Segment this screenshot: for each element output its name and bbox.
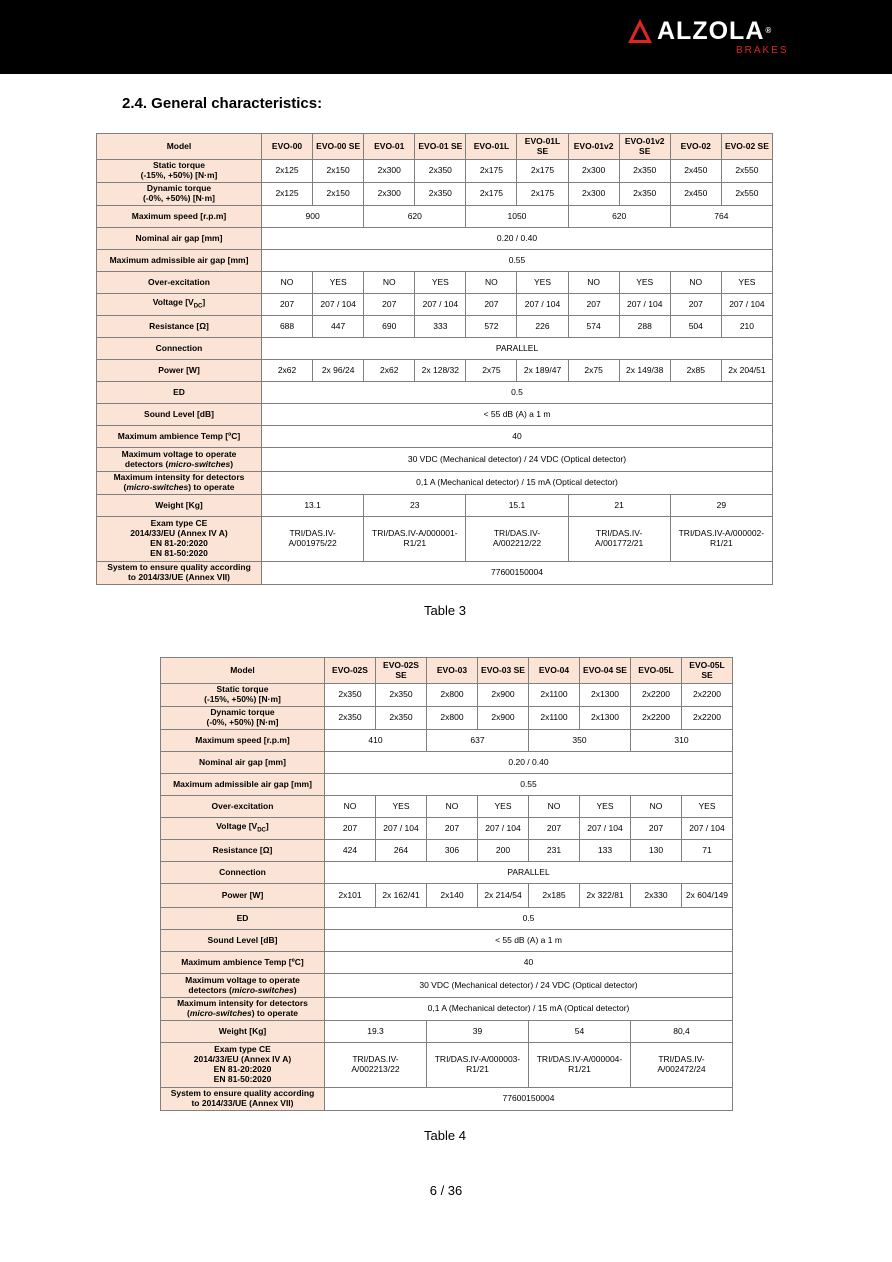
table-cell: 2x140 (427, 884, 478, 908)
table-cell: 264 (376, 840, 427, 862)
table-cell: NO (262, 272, 313, 294)
table-row (161, 998, 733, 1021)
table-cell: 2x450 (670, 160, 721, 183)
row-label: Maximum speed [r.p.m] (97, 206, 262, 228)
table-cell: 2x 214/54 (478, 884, 529, 908)
table-cell: 54 (529, 1021, 631, 1043)
table-cell: YES (619, 272, 670, 294)
model-header: EVO-04 SE (580, 658, 631, 684)
table-cell: 2x350 (619, 160, 670, 183)
model-header: EVO-02S (325, 658, 376, 684)
table-cell: 2x 322/81 (580, 884, 631, 908)
table-cell: 2x800 (427, 684, 478, 707)
row-label: Maximum intensity for detectors (micro-switches) to operate (97, 472, 262, 495)
table-cell: 306 (427, 840, 478, 862)
table-row (161, 840, 733, 862)
table-cell: 0,1 A (Mechanical detector) / 15 mA (Optical detector) (325, 998, 733, 1021)
table-cell: 2x2200 (631, 707, 682, 730)
table-cell: 2x800 (427, 707, 478, 730)
row-label: Sound Level [dB] (161, 930, 325, 952)
table-cell: 2x300 (364, 183, 415, 206)
model-header: EVO-05L (631, 658, 682, 684)
table-cell: 2x175 (466, 160, 517, 183)
model-header: EVO-04 (529, 658, 580, 684)
table-row (97, 517, 773, 562)
table-cell: TRI/DAS.IV- A/002212/22 (466, 517, 568, 562)
table-cell: 2x300 (568, 160, 619, 183)
table-row (161, 730, 733, 752)
table-cell: 15.1 (466, 495, 568, 517)
table-cell: YES (376, 796, 427, 818)
row-label: Maximum ambience Temp [ºC] (161, 952, 325, 974)
table-cell: 19.3 (325, 1021, 427, 1043)
row-label: Maximum speed [r.p.m] (161, 730, 325, 752)
row-label: Resistance [Ω] (97, 316, 262, 338)
row-label: Connection (97, 338, 262, 360)
row-label: System to ensure quality according to 2014/33/UE (Annex VII) (97, 562, 262, 585)
table-cell: NO (631, 796, 682, 818)
row-label: Power [W] (97, 360, 262, 382)
table-row (97, 495, 773, 517)
row-label: Static torque (-15%, +50%) [N·m] (161, 684, 325, 707)
page-number: 6 / 36 (429, 1183, 463, 1198)
table-cell: 2x350 (325, 707, 376, 730)
table-cell: 350 (529, 730, 631, 752)
table-row (97, 294, 773, 316)
row-label: Maximum admissible air gap [mm] (161, 774, 325, 796)
table-row (161, 796, 733, 818)
table-row (161, 862, 733, 884)
row-label: Resistance [Ω] (161, 840, 325, 862)
table-cell: 572 (466, 316, 517, 338)
table-cell: 207 / 104 (517, 294, 568, 316)
model-header: EVO-01v2 SE (619, 134, 670, 160)
table-cell: 40 (325, 952, 733, 974)
model-header: EVO-00 (262, 134, 313, 160)
table-cell: 207 (631, 818, 682, 840)
table-cell: TRI/DAS.IV-A/000002- R1/21 (670, 517, 772, 562)
table-cell: 2x175 (517, 160, 568, 183)
table-row (97, 338, 773, 360)
table-row (97, 448, 773, 472)
table-cell: 2x350 (415, 183, 466, 206)
row-label: Nominal air gap [mm] (97, 228, 262, 250)
table-cell: 2x350 (415, 160, 466, 183)
table-cell: 2x175 (517, 183, 568, 206)
table-cell: 2x900 (478, 707, 529, 730)
table-cell: NO (427, 796, 478, 818)
table-cell: 2x125 (262, 183, 313, 206)
table-cell: 207 (466, 294, 517, 316)
table-caption: Table 3 (424, 603, 466, 618)
table-cell: 690 (364, 316, 415, 338)
table-cell: 2x300 (568, 183, 619, 206)
row-header: Model (97, 134, 262, 160)
row-label: ED (97, 382, 262, 404)
table-cell: 2x62 (364, 360, 415, 382)
row-label: Maximum voltage to operate detectors (micro-switches) (161, 974, 325, 998)
table-row (161, 930, 733, 952)
table-cell: TRI/DAS.IV- A/001975/22 (262, 517, 364, 562)
model-header: EVO-01v2 (568, 134, 619, 160)
table-cell: < 55 dB (A) a 1 m (262, 404, 773, 426)
table-cell: 207 / 104 (682, 818, 733, 840)
model-header: EVO-02 SE (721, 134, 772, 160)
table-cell: 288 (619, 316, 670, 338)
table-row (161, 684, 733, 707)
table-cell: 2x1300 (580, 707, 631, 730)
table-cell: 410 (325, 730, 427, 752)
row-label: Nominal air gap [mm] (161, 752, 325, 774)
row-label: Exam type CE 2014/33/EU (Annex IV A) EN 81-20:2020 EN 81-50:2020 (97, 517, 262, 562)
table-cell: 2x150 (313, 160, 364, 183)
table-cell: TRI/DAS.IV- A/002472/24 (631, 1043, 733, 1088)
table-cell: 207 (529, 818, 580, 840)
model-header: EVO-03 SE (478, 658, 529, 684)
model-header: EVO-01L SE (517, 134, 568, 160)
row-label: Dynamic torque (-0%, +50%) [N·m] (97, 183, 262, 206)
table-row (161, 1043, 733, 1088)
table-cell: 2x 604/149 (682, 884, 733, 908)
table-cell: 0.5 (325, 908, 733, 930)
table-row (97, 426, 773, 448)
table-cell: 207 / 104 (313, 294, 364, 316)
characteristics-table-3 (96, 133, 773, 585)
row-label: Maximum admissible air gap [mm] (97, 250, 262, 272)
table-cell: 2x185 (529, 884, 580, 908)
table-cell: 2x550 (721, 160, 772, 183)
table-row (97, 360, 773, 382)
table-cell: 2x 204/51 (721, 360, 772, 382)
row-label: Weight [Kg] (97, 495, 262, 517)
table-cell: NO (325, 796, 376, 818)
brand-logo (627, 17, 789, 56)
table-cell: 424 (325, 840, 376, 862)
table-cell: 2x900 (478, 684, 529, 707)
table-cell: 620 (364, 206, 466, 228)
table-cell: 21 (568, 495, 670, 517)
table-cell: 71 (682, 840, 733, 862)
table-cell: TRI/DAS.IV-A/000001- R1/21 (364, 517, 466, 562)
table-cell: 207 / 104 (376, 818, 427, 840)
table-row (161, 1021, 733, 1043)
brand-subtitle: BRAKES (736, 45, 789, 56)
table-cell: 2x150 (313, 183, 364, 206)
row-label: Voltage $[V_{DC}]$ (161, 818, 325, 840)
characteristics-table-4 (160, 657, 733, 1111)
table-cell: YES (721, 272, 772, 294)
table-cell: 226 (517, 316, 568, 338)
table-cell: 447 (313, 316, 364, 338)
row-label: Sound Level [dB] (97, 404, 262, 426)
model-header: EVO-01 (364, 134, 415, 160)
table-cell: 207 / 104 (415, 294, 466, 316)
table-cell: 2x550 (721, 183, 772, 206)
table-cell: 2x 149/38 (619, 360, 670, 382)
table-cell: NO (568, 272, 619, 294)
row-label: Dynamic torque (-0%, +50%) [N·m] (161, 707, 325, 730)
table-cell: 77600150004 (325, 1088, 733, 1111)
table-row (97, 272, 773, 294)
table-cell: TRI/DAS.IV-A/000004- R1/21 (529, 1043, 631, 1088)
table-cell: 207 / 104 (478, 818, 529, 840)
table-row (97, 250, 773, 272)
row-label: Over-excitation (161, 796, 325, 818)
table-cell: NO (529, 796, 580, 818)
table-row (97, 562, 773, 585)
table-cell: 637 (427, 730, 529, 752)
table-cell: 2x85 (670, 360, 721, 382)
model-header: EVO-01 SE (415, 134, 466, 160)
table-cell: 0.20 / 0.40 (262, 228, 773, 250)
table-cell: 2x75 (466, 360, 517, 382)
table-cell: TRI/DAS.IV-A/000003- R1/21 (427, 1043, 529, 1088)
table-cell: 207 (325, 818, 376, 840)
table-row (161, 908, 733, 930)
brand-name: ALZOLA® (657, 17, 773, 45)
table-cell: YES (517, 272, 568, 294)
table-row (97, 183, 773, 206)
table-cell: 207 (364, 294, 415, 316)
table-cell: 0.5 (262, 382, 773, 404)
table-cell: 2x 128/32 (415, 360, 466, 382)
table-cell: TRI/DAS.IV- A/002213/22 (325, 1043, 427, 1088)
table-row (161, 1088, 733, 1111)
table-cell: 80,4 (631, 1021, 733, 1043)
table-cell: 207 (568, 294, 619, 316)
model-header: EVO-03 (427, 658, 478, 684)
table-cell: 2x350 (619, 183, 670, 206)
table-cell: 2x125 (262, 160, 313, 183)
table-cell: 40 (262, 426, 773, 448)
table-cell: 688 (262, 316, 313, 338)
table-cell: PARALLEL (262, 338, 773, 360)
table-row (161, 974, 733, 998)
table-cell: 207 (262, 294, 313, 316)
table-cell: 30 VDC (Mechanical detector) / 24 VDC (Optical detector) (325, 974, 733, 998)
model-header: EVO-05L SE (682, 658, 733, 684)
table-cell: 2x450 (670, 183, 721, 206)
table-row (161, 752, 733, 774)
table-cell: 231 (529, 840, 580, 862)
table-cell: NO (466, 272, 517, 294)
row-label: Weight [Kg] (161, 1021, 325, 1043)
table-cell: 2x350 (325, 684, 376, 707)
table-cell: 1050 (466, 206, 568, 228)
table-cell: 210 (721, 316, 772, 338)
table-cell: YES (580, 796, 631, 818)
section-title: 2.4. General characteristics: (122, 95, 323, 112)
table-cell: 200 (478, 840, 529, 862)
table-cell: 0.20 / 0.40 (325, 752, 733, 774)
table-cell: 2x2200 (682, 684, 733, 707)
table-row (161, 952, 733, 974)
row-label: ED (161, 908, 325, 930)
table-cell: 2x75 (568, 360, 619, 382)
row-label: Exam type CE 2014/33/EU (Annex IV A) EN 81-20:2020 EN 81-50:2020 (161, 1043, 325, 1088)
table-cell: 2x1300 (580, 684, 631, 707)
table-cell: 207 / 104 (721, 294, 772, 316)
table-cell: 2x300 (364, 160, 415, 183)
table-cell: 0.55 (325, 774, 733, 796)
table-cell: YES (682, 796, 733, 818)
row-header: Model (161, 658, 325, 684)
table-cell: 130 (631, 840, 682, 862)
table-cell: 0.55 (262, 250, 773, 272)
table-cell: 2x101 (325, 884, 376, 908)
table-row (161, 707, 733, 730)
table-cell: 30 VDC (Mechanical detector) / 24 VDC (Optical detector) (262, 448, 773, 472)
table-cell: 23 (364, 495, 466, 517)
table-row (161, 658, 733, 684)
row-label: Voltage $[V_{DC}]$ (97, 294, 262, 316)
table-cell: 2x350 (376, 707, 427, 730)
table-cell: 2x62 (262, 360, 313, 382)
table-row (97, 316, 773, 338)
table-cell: 2x 96/24 (313, 360, 364, 382)
table-cell: 133 (580, 840, 631, 862)
table-row (161, 774, 733, 796)
table-cell: 207 (427, 818, 478, 840)
table-cell: 2x1100 (529, 707, 580, 730)
table-cell: 2x1100 (529, 684, 580, 707)
table-cell: 504 (670, 316, 721, 338)
table-cell: 2x350 (376, 684, 427, 707)
table-cell: < 55 dB (A) a 1 m (325, 930, 733, 952)
table-cell: 620 (568, 206, 670, 228)
table-cell: YES (478, 796, 529, 818)
table-cell: 207 / 104 (619, 294, 670, 316)
row-label: Static torque (-15%, +50%) [N·m] (97, 160, 262, 183)
page-header (0, 0, 892, 74)
table-cell: 764 (670, 206, 772, 228)
table-cell: 2x2200 (682, 707, 733, 730)
table-caption: Table 4 (424, 1128, 466, 1143)
row-label: Connection (161, 862, 325, 884)
model-header: EVO-01L (466, 134, 517, 160)
table-row (97, 228, 773, 250)
alzola-triangle-icon (627, 18, 653, 44)
row-label: Maximum ambience Temp [ºC] (97, 426, 262, 448)
table-cell: 2x 162/41 (376, 884, 427, 908)
table-cell: 29 (670, 495, 772, 517)
table-cell: 0,1 A (Mechanical detector) / 15 mA (Optical detector) (262, 472, 773, 495)
table-cell: NO (670, 272, 721, 294)
table-cell: 2x175 (466, 183, 517, 206)
row-label: System to ensure quality according to 2014/33/UE (Annex VII) (161, 1088, 325, 1111)
table-cell: 39 (427, 1021, 529, 1043)
table-row (97, 206, 773, 228)
table-cell: YES (313, 272, 364, 294)
table-cell: 2x 189/47 (517, 360, 568, 382)
table-row (161, 818, 733, 840)
table-cell: 2x330 (631, 884, 682, 908)
table-cell: 310 (631, 730, 733, 752)
table-row (97, 382, 773, 404)
table-cell: NO (364, 272, 415, 294)
model-header: EVO-00 SE (313, 134, 364, 160)
table-cell: 333 (415, 316, 466, 338)
table-row (97, 134, 773, 160)
table-cell: 77600150004 (262, 562, 773, 585)
row-label: Maximum intensity for detectors (micro-switches) to operate (161, 998, 325, 1021)
table-cell: 900 (262, 206, 364, 228)
model-header: EVO-02 (670, 134, 721, 160)
table-cell: YES (415, 272, 466, 294)
row-label: Maximum voltage to operate detectors (micro-switches) (97, 448, 262, 472)
table-cell: 13.1 (262, 495, 364, 517)
table-row (97, 472, 773, 495)
table-cell: 574 (568, 316, 619, 338)
table-cell: 2x2200 (631, 684, 682, 707)
table-cell: TRI/DAS.IV- A/001772/21 (568, 517, 670, 562)
row-label: Over-excitation (97, 272, 262, 294)
table-cell: PARALLEL (325, 862, 733, 884)
table-cell: 207 (670, 294, 721, 316)
model-header: EVO-02S SE (376, 658, 427, 684)
table-cell: 207 / 104 (580, 818, 631, 840)
table-row (97, 160, 773, 183)
table-row (161, 884, 733, 908)
table-row (97, 404, 773, 426)
row-label: Power [W] (161, 884, 325, 908)
